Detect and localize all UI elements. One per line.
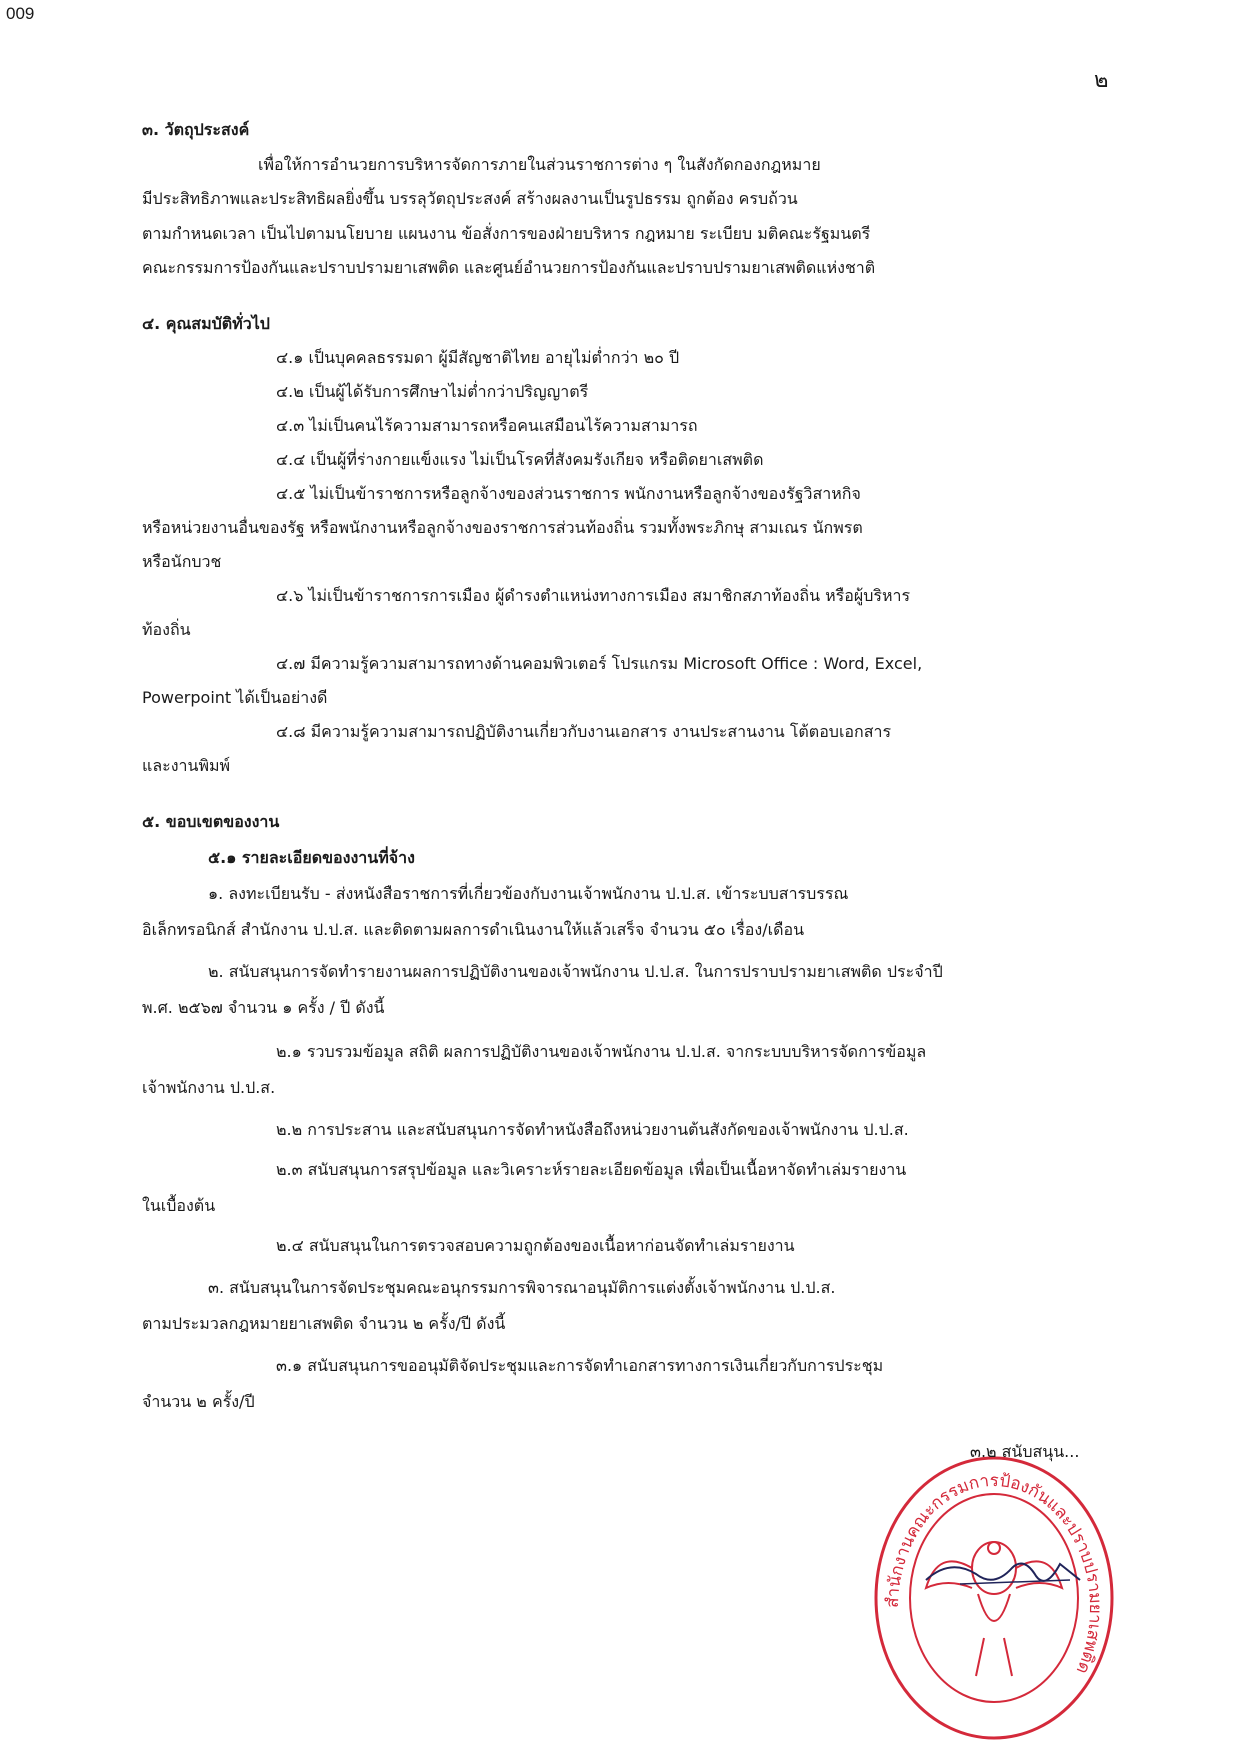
qualification-item: ๔.๖ ไม่เป็นข้าราชการการเมือง ผู้ดำรงตำแหน่งทางการเมือง สมาชิกสภาท้องถิ่น หรือผู้บริหาร (276, 586, 911, 605)
scope-line: ๒. สนับสนุนการจัดทำรายงานผลการปฏิบัติงานของเจ้าพนักงาน ป.ป.ส. ในการปราบปรามยาเสพติด ประจำปี (208, 962, 943, 981)
scope-line: อิเล็กทรอนิกส์ สำนักงาน ป.ป.ส. และติดตามผลการดำเนินงานให้แล้วเสร็จ จำนวน ๕๐ เรื่อง/เดือน (142, 920, 805, 939)
scope-line: เจ้าพนักงาน ป.ป.ส. (142, 1078, 276, 1097)
section-3-line: ตามกำหนดเวลา เป็นไปตามนโยบาย แผนงาน ข้อสั่งการของฝ่ายบริหาร กฎหมาย ระเบียบ มติคณะรัฐมนตรี (142, 224, 871, 243)
qualification-item: หรือหน่วยงานอื่นของรัฐ หรือพนักงานหรือลูกจ้างของราชการส่วนท้องถิ่น รวมทั้งพระภิกษุ สามเณร นักพรต (142, 518, 863, 537)
qualification-item: ๔.๗ มีความรู้ความสามารถทางด้านคอมพิวเตอร์ โปรแกรม Microsoft Office : Word, Excel, (276, 654, 923, 673)
section-4-heading: ๔. คุณสมบัติทั่วไป (142, 314, 270, 333)
scope-line: ๓. สนับสนุนในการจัดประชุมคณะอนุกรรมการพิจารณาอนุมัติการแต่งตั้งเจ้าพนักงาน ป.ป.ส. (208, 1278, 836, 1297)
qualification-item: และงานพิมพ์ (142, 756, 231, 775)
qualification-item: หรือนักบวช (142, 552, 222, 571)
section-5-heading: ๕. ขอบเขตของงาน (142, 812, 280, 831)
signature-icon (920, 1550, 1090, 1600)
scope-line: ๑. ลงทะเบียนรับ - ส่งหนังสือราชการที่เกี่ยวข้องกับงานเจ้าพนักงาน ป.ป.ส. เข้าระบบสารบรรณ (208, 884, 849, 903)
file-number: 009 (6, 4, 35, 23)
section-3-heading: ๓. วัตถุประสงค์ (142, 120, 250, 139)
qualification-item: Powerpoint ได้เป็นอย่างดี (142, 688, 328, 707)
section-5-subheading: ๕.๑ รายละเอียดของงานที่จ้าง (208, 848, 415, 867)
scope-line: จำนวน ๒ ครั้ง/ปี (142, 1392, 255, 1411)
qualification-item: ๔.๔ เป็นผู้ที่ร่างกายแข็งแรง ไม่เป็นโรคที่สังคมรังเกียจ หรือติดยาเสพติด (276, 450, 764, 469)
qualification-item: ๔.๑ เป็นบุคคลธรรมดา ผู้มีสัญชาติไทย อายุไม่ต่ำกว่า ๒๐ ปี (276, 348, 680, 367)
scope-line: ๒.๔ สนับสนุนในการตรวจสอบความถูกต้องของเนื้อหาก่อนจัดทำเล่มรายงาน (276, 1236, 795, 1255)
section-3-line: มีประสิทธิภาพและประสิทธิผลยิ่งขึ้น บรรลุวัตถุประสงค์ สร้างผลงานเป็นรูปธรรม ถูกต้อง ครบถ้วน (142, 189, 798, 208)
qualification-item: ๔.๕ ไม่เป็นข้าราชการหรือลูกจ้างของส่วนราชการ พนักงานหรือลูกจ้างของรัฐวิสาหกิจ (276, 484, 861, 503)
seal-text: สำนักงานคณะกรรมการป้องกันและปราบปรามยาเสพติด (882, 1470, 1106, 1677)
scope-line: พ.ศ. ๒๕๖๗ จำนวน ๑ ครั้ง / ปี ดังนี้ (142, 998, 385, 1017)
continuation-text: ๓.๒ สนับสนุน... (970, 1442, 1080, 1461)
scope-line: ๓.๑ สนับสนุนการขออนุมัติจัดประชุมและการจัดทำเอกสารทางการเงินเกี่ยวกับการประชุม (276, 1356, 884, 1375)
section-3-line: คณะกรรมการป้องกันและปราบปรามยาเสพติด และศูนย์อำนวยการป้องกันและปราบปรามยาเสพติดแห่งชาติ (142, 258, 876, 277)
scope-line: ๒.๒ การประสาน และสนับสนุนการจัดทำหนังสือถึงหน่วยงานต้นสังกัดของเจ้าพนักงาน ป.ป.ส. (276, 1120, 909, 1139)
qualification-item: ท้องถิ่น (142, 620, 191, 639)
section-3-line: เพื่อให้การอำนวยการบริหารจัดการภายในส่วนราชการต่าง ๆ ในสังกัดกองกฎหมาย (258, 155, 821, 174)
scope-line: ๒.๓ สนับสนุนการสรุปข้อมูล และวิเคราะห์รายละเอียดข้อมูล เพื่อเป็นเนื้อหาจัดทำเล่มรายงาน (276, 1160, 907, 1179)
qualification-item: ๔.๘ มีความรู้ความสามารถปฏิบัติงานเกี่ยวกับงานเอกสาร งานประสานงาน โต้ตอบเอกสาร (276, 722, 892, 741)
scope-line: ในเบื้องต้น (142, 1196, 216, 1215)
qualification-item: ๔.๓ ไม่เป็นคนไร้ความสามารถหรือคนเสมือนไร้ความสามารถ (276, 416, 698, 435)
scope-line: ตามประมวลกฎหมายยาเสพติด จำนวน ๒ ครั้ง/ปี ดังนี้ (142, 1314, 506, 1333)
page-number: ๒ (1094, 68, 1109, 93)
scope-line: ๒.๑ รวบรวมข้อมูล สถิติ ผลการปฏิบัติงานของเจ้าพนักงาน ป.ป.ส. จากระบบบริหารจัดการข้อมูล (276, 1042, 927, 1061)
qualification-item: ๔.๒ เป็นผู้ได้รับการศึกษาไม่ต่ำกว่าปริญญาตรี (276, 382, 589, 401)
